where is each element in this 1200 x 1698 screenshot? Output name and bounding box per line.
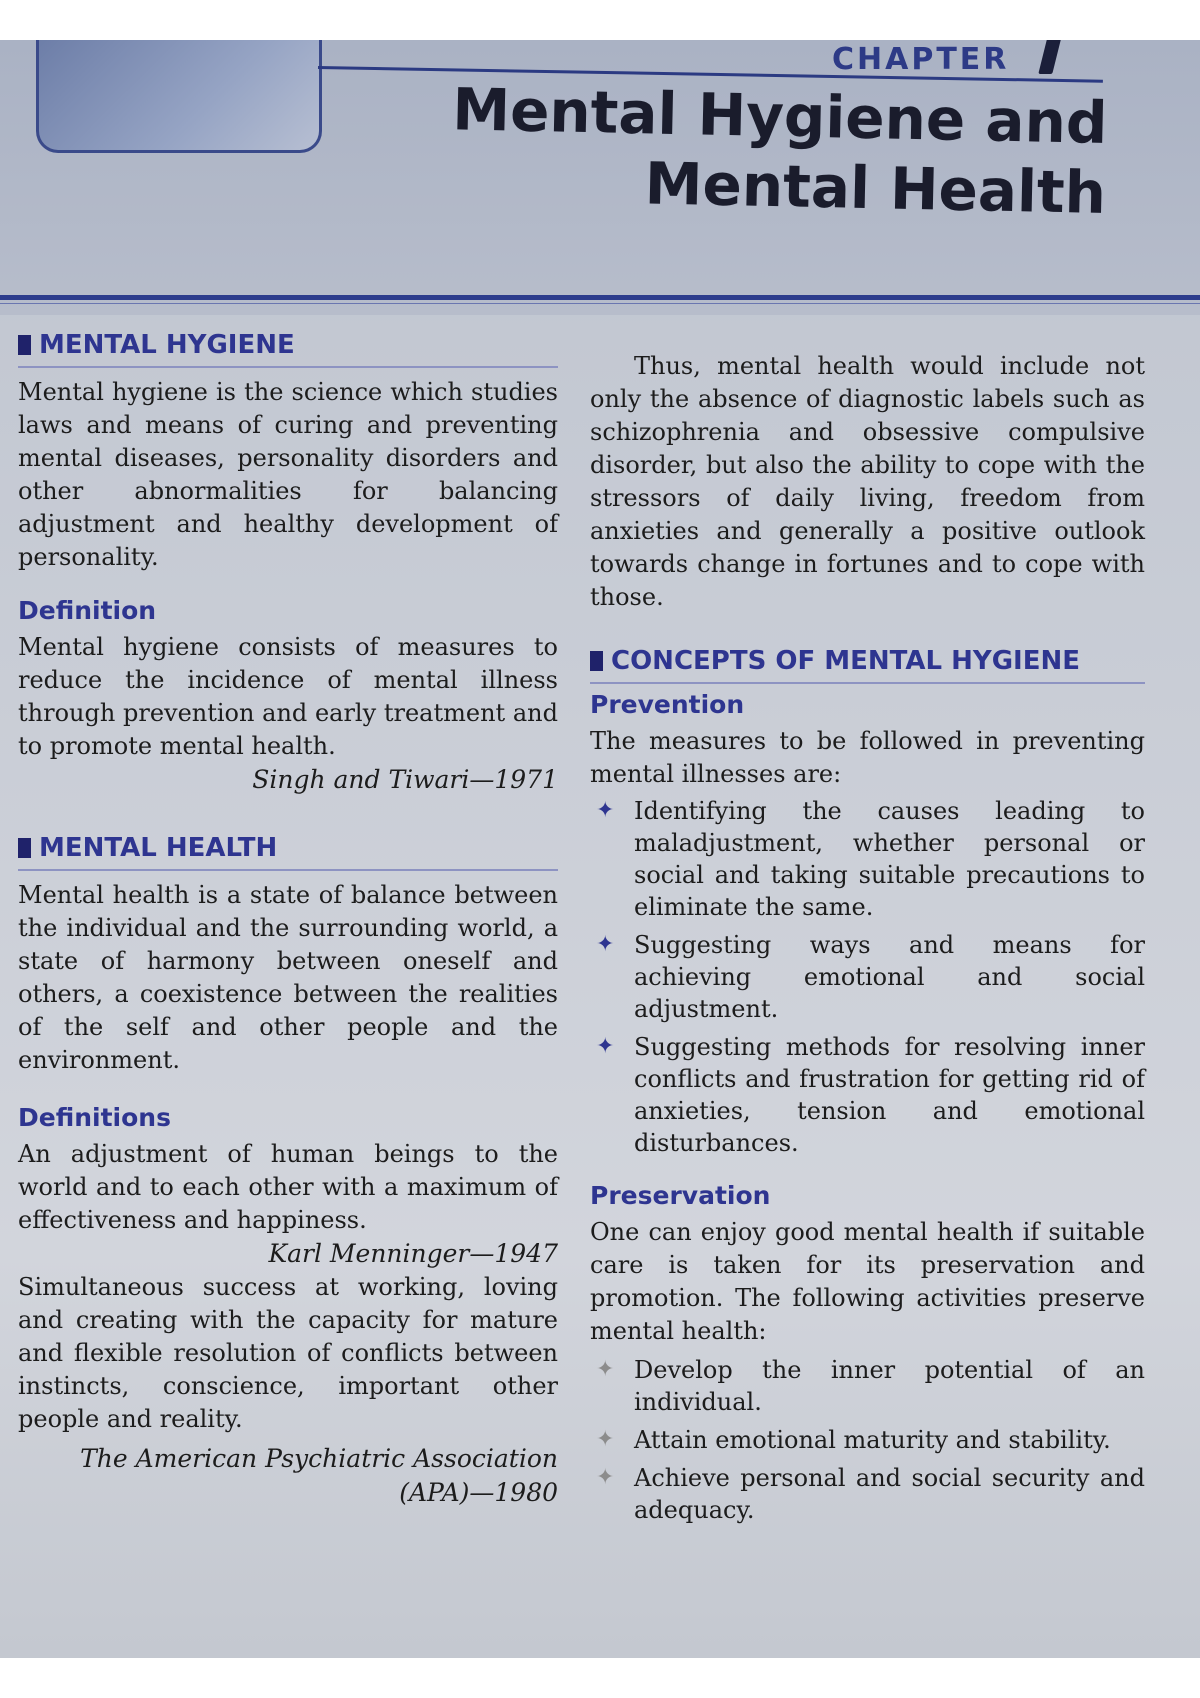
star-bullet-icon: ✦	[596, 1357, 615, 1382]
definition-heading: Definition	[18, 596, 157, 625]
section-square-icon	[18, 335, 31, 355]
star-bullet-icon: ✦	[596, 798, 615, 823]
book-page	[0, 40, 1200, 1658]
list-item-text: Develop the inner potential of an individual.	[634, 1356, 1145, 1416]
list-item-text: Suggesting methods for resolving inner conflicts and frustration for getting rid of anxieties, tension and emotional disturbances.	[634, 1033, 1145, 1157]
list-item	[590, 1462, 1145, 1526]
list-item-text: Suggesting ways and means for achieving emotional and social adjustment.	[634, 931, 1145, 1023]
section-square-icon	[18, 838, 31, 858]
list-item	[590, 1354, 1145, 1418]
section-heading-text: MENTAL HYGIENE	[39, 330, 295, 360]
preservation-intro: One can enjoy good mental health if suitable care is taken for its preservation and promotion. The following activities preserve mental health:	[590, 1218, 1145, 1345]
chapter-title-line2: Mental Health	[643, 149, 1107, 227]
definition-paragraph: Mental hygiene consists of measures to reduce the incidence of mental illness through prevention and early treatment and to promote mental health.	[18, 633, 558, 760]
list-item-text: Attain emotional maturity and stability.	[634, 1426, 1111, 1454]
preservation-heading: Preservation	[590, 1181, 771, 1210]
title-divider	[0, 295, 1200, 300]
star-bullet-icon: ✦	[596, 1427, 615, 1452]
list-item	[590, 1424, 1145, 1456]
star-bullet-icon: ✦	[596, 932, 615, 957]
prevention-intro: The measures to be followed in preventing mental illnesses are:	[590, 727, 1145, 788]
prevention-list	[590, 795, 1145, 1159]
list-item	[590, 1031, 1145, 1159]
definition-2-attribution-line2: (APA)—1980	[399, 1478, 558, 1507]
section-square-icon	[590, 651, 603, 671]
section-heading-text: MENTAL HEALTH	[39, 833, 278, 863]
chapter-title-line1: Mental Hygiene and	[451, 75, 1108, 157]
mental-health-paragraph: Mental health is a state of balance between the individual and the surrounding world, a state of harmony between oneself and others, a coexistence between the realities of the self and other people and the environment.	[18, 881, 558, 1074]
prevention-heading: Prevention	[590, 690, 745, 719]
title-divider-thin	[0, 303, 1200, 304]
mental-hygiene-paragraph: Mental hygiene is the science which studies laws and means of curing and preventing mental diseases, personality disorders and other abnormalities for balancing adjustment and healthy development of personality.	[18, 378, 558, 571]
definition-2-paragraph: Simultaneous success at working, loving and creating with the capacity for mature and flexible resolution of conflicts between instincts, conscience, important other people and reality.	[18, 1273, 558, 1433]
star-bullet-icon: ✦	[596, 1465, 615, 1490]
chapter-number-mark	[1038, 40, 1061, 74]
list-item-text: Achieve personal and social security and adequacy.	[634, 1464, 1145, 1524]
right-column	[590, 350, 1145, 1532]
definition-2-attribution-line1: The American Psychiatric Association	[80, 1444, 558, 1473]
list-item-text: Identifying the causes leading to maladjustment, whether personal or social and taking suitable precautions to eliminate the same.	[634, 797, 1145, 921]
chapter-header-band	[0, 40, 1200, 315]
section-heading-mental-health	[18, 833, 558, 871]
mental-health-intro-paragraph: Thus, mental health would include not only the absence of diagnostic labels such as schizophrenia and obsessive compulsive disorder, but also the ability to cope with the stressors of daily living, freedom from anxieties and generally a positive outlook towards change in fortunes and to cope with those.	[590, 352, 1145, 611]
list-item	[590, 795, 1145, 923]
definition-1-attribution: Karl Menninger—1947	[268, 1239, 558, 1268]
chapter-label: CHAPTER	[832, 42, 1010, 77]
chapter-illustration	[36, 40, 322, 153]
section-heading-concepts	[590, 646, 1145, 684]
preservation-list	[590, 1354, 1145, 1526]
definition-attribution: Singh and Tiwari—1971	[252, 765, 558, 794]
list-item	[590, 929, 1145, 1025]
definition-1-paragraph: An adjustment of human beings to the world and to each other with a maximum of effectiveness and happiness.	[18, 1140, 558, 1234]
chapter-title	[450, 74, 1108, 228]
star-bullet-icon: ✦	[596, 1034, 615, 1059]
section-heading-mental-hygiene	[18, 330, 558, 368]
left-column	[18, 330, 558, 1510]
definitions-heading: Definitions	[18, 1103, 171, 1132]
section-heading-text: CONCEPTS OF MENTAL HYGIENE	[611, 646, 1081, 676]
